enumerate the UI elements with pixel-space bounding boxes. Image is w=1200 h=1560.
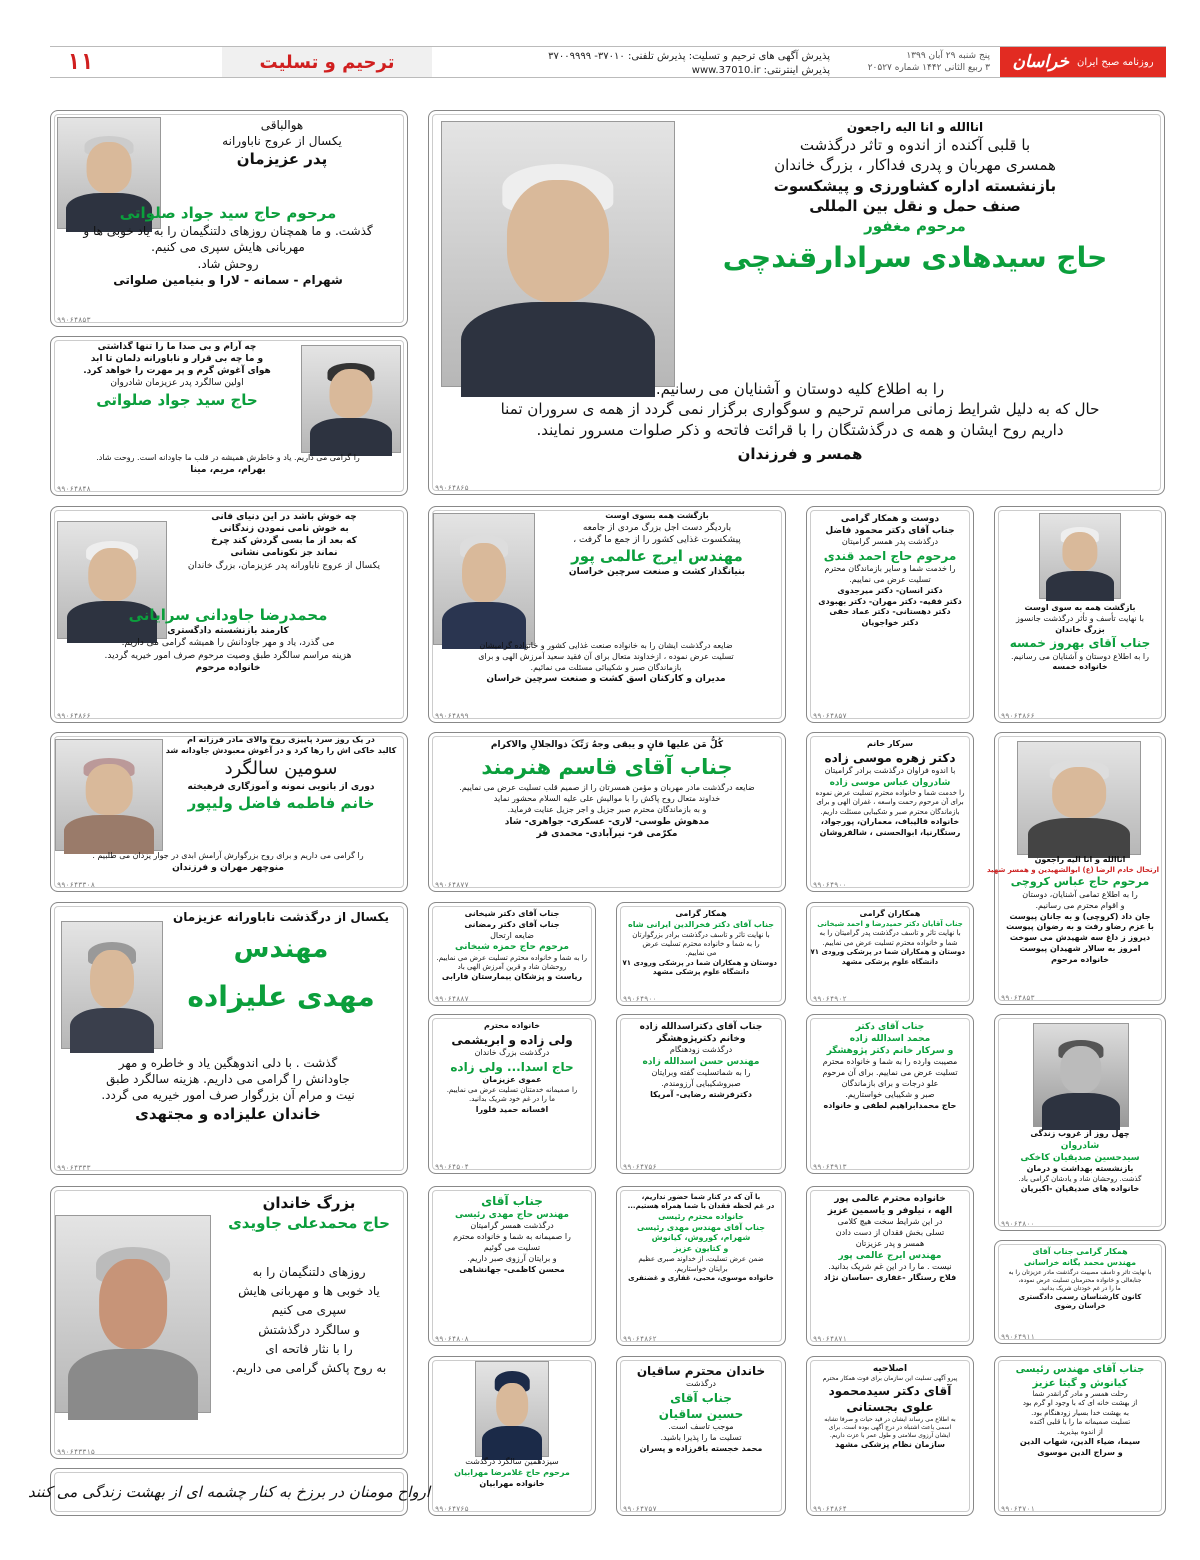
condolence-raisi-mousavi: با آن که در کنار شما حضور نداریم، در غم لحظه فقدان با شما همراه هستیم... خانواده محترم رئیسی جناب آقای مهندس مهدی رئیسی شهرام، کوروش، کیانوش و کتایون عزیز ضمن عرض تسلیت، از خداوند صبری عظیم برایتان خواستاریم. خانواده موسوی، محبی، غفاری و غضنفری ۹۹۰۶۴۸۶۲ bbox=[616, 1186, 786, 1346]
correction-bajestani: اصلاحیه پیرو آگهی تسلیت این سازمان برای فوت همکار محترم آقای دکتر سیدمحمود علوی بجستانی به اطلاع می رساند ایشان در قید حیات و صرفا تشابه اسمی باعث اشتباه در درج آگهی بوده است. برای ایشان آرزوی سلامتی و طول عمر با عزت داریم. سازمان نظام پزشکی مشهد ۹۹۰۶۴۸۶۴ bbox=[806, 1356, 974, 1516]
obituary-alamipour: بازگشت همه بسوی اوست باردیگر دست اجل بزرگ مردی از جامعه پیشکسوت غذایی کشور را از جمع ما گرفت ، مهندس ایرج عالمی پور بنیانگذار کشت و صنعت سرچین خراسان ضایعه درگذشت ایشان را به خانواده صنعت غذایی کشور و خانواده گرامیشان تسلیت عرض نموده ، ازخداوند متعال برای آن فقید سعید آمرزش الهی و برای بازماندگان صبر و شکیبائی مسئلت می نمائیم. مدیران و کارکنان اسق کشت و صنعت سرچین خراسان ۹۹۰۶۴۸۹۹ bbox=[428, 506, 786, 723]
condolence-khorasani: همکار گرامی جناب آقای مهندس محمد یگانه خراسانی با نهایت تاثر و تاسف مصیبت درگذشت مادر عزیزتان را به جنابعالی و خانواده محترمتان تسلیت عرض نموده، ما را در غم خودتان شریک بدانید. کانون کارشناسان رسمی دادگستری خراسان رضوی ۹۹۰۶۴۹۱۱ bbox=[994, 1240, 1166, 1344]
section-title: ترحیم و تسلیت bbox=[222, 47, 432, 77]
condolence-ghandi: دوست و همکار گرامی جناب آقای دکتر محمود فاضل درگذشت پدر همسر گرامیتان مرحوم حاج احمد قندی را خدمت شما و سایر بازماندگان محترم تسلیت عرض می نماییم. دکتر انسان- دکتر میرجدوی دکتر فقیه- دکتر مهران- دکتر بهبودی دکتر دهستانی- دکتر عماد حقی دکتر خواجویان ۹۹۰۶۴۸۵۷ bbox=[806, 506, 974, 723]
obituary-valipour: در یک روز سرد پاییزی روح والای مادر فرزانه ام کالبد خاکی اش را رها کرد و در آغوش معبودش جاودانه شد سومین سالگرد دوری از بانویی نمونه و آموزگاری فرهیخته خانم فاطمه فاضل ولیپور را گرامی می داریم و برای روح بزرگوارش آرامش ابدی در جوار یزدان می طلبیم . منوچهر مهران و فرزندان ۹۹۰۶۴۳۳۰۸ bbox=[50, 732, 408, 892]
portrait-photo bbox=[1017, 741, 1141, 855]
condolence-raisi-kazemi: جناب آقای مهندس حاج مهدی رئیسی درگذشت همسر گرامیتان را صمیمانه به شما و خانواده محترم تسلیت می گوئیم و برایتان آرزوی صبر داریم. محسن کاظمی- جهانشاهی ۹۹۰۶۴۸۰۸ bbox=[428, 1186, 596, 1346]
obituary-salavati-first-anniversary: چه آرام و بی صدا ما را تنها گذاشتی و ما چه بی قرار و ناباورانه دلمان تا ابد هوای آغوش گرم و پر مهرت را خواهد کرد. اولین سالگرد پدر عزیزمان شادروان حاج سید جواد صلواتی را گرامی می داریم. یاد و خاطرش همیشه در قلب ما جاودانه است. روحت شاد. بهرام، مریم، مینا ۹۹۰۶۴۸۴۸ bbox=[50, 336, 408, 496]
issue-date: پنج شنبه ۲۹ آبان ۱۳۹۹ ۳ ربیع الثانی ۱۴۴۲ شماره ۲۰۵۲۷ bbox=[867, 51, 990, 74]
obituary-javdani: چه خوش باشد در این دنیای فانی به خوش نامی نمودن زندگانی که بعد از ما بسی گردش کند چرخ نماند جز نکونامی نشانی یکسال از عروج ناباورانه پدر عزیزمان، بزرگ خاندان محمدرضا جاودانی سرایانی کارمند بازنشسته دادگستری می گذرد، یاد و مهر جاودانش را همیشه گرامی می داریم. هزینه مراسم سالگرد طبق وصیت مرحوم صرف امور خیریه گردید. خانواده مرحوم ۹۹۰۶۴۸۶۶ bbox=[50, 506, 408, 723]
condolence-saghian: خاندان محترم ساقیان درگذشت جناب آقای حسین ساقیان موجب تاسف است. تسلیت ما را پذیرا باشید. محمد خجسته باقرزاده و پسران ۹۹۰۶۴۷۵۷ bbox=[616, 1356, 786, 1516]
condolence-asadollahzadeh: جناب آقای دکتراسدالله زاده وخانم دکترپژوهشگر درگذشت زودهنگام مهندس حسن اسدالله زاده را به شماتسلیت گفته وبرایتان صبروشکیبایی آرزومندم. دکترفرشته رضایی- آمریکا ۹۹۰۶۴۷۵۶ bbox=[616, 1014, 786, 1174]
condolence-raisi-mousavi-brothers: جناب آقای مهندس رئیسی کیانوش و گیتا عزیز رحلت همسر و مادر گرانقدر شما از بهشت خانه ای که با وجود او گرم بود به بهشت خدا بسیار زودهنگام بود. تسلیت صمیمانه ما را با قلبی آکنده از اندوه بپذیرید. سیما، ضیاء الدین، شهاب الدین و سراج الدین موسوی ۹۹۰۶۴۷۰۱ bbox=[994, 1356, 1166, 1516]
condolence-mousavi-zadeh: سرکار خانم دکتر زهره موسی زاده با اندوه فراوان درگذشت برادر گرامیتان شادروان عباس موسی زاده را خدمت شما و خانواده محترم تسلیت عرض نموده برای آن مرحوم رحمت واسعه ، غفران الهی و برای بازماندگان محترم صبر و شکیبایی مسئلت داریم. خانواده قالیباف، معماران، پورجواد، رستگارنیا، ابوالحسنی ، شالفروشان ۹۹۰۶۴۹۰۰ bbox=[806, 732, 974, 892]
newspaper-brand bbox=[1000, 47, 1166, 77]
obituary-khamseh: بازگشت همه به سوی اوست با نهایت تأسف و تأثر درگذشت جانسوز بزرگ خاندان جناب آقای بهروز خمسه را به اطلاع دوستان و آشنایان می رسانیم. خانواده خمسه ۹۹۰۶۴۸۶۶ bbox=[994, 506, 1166, 723]
condolence-shikhani-farabi: جناب آقای دکتر شیخانی جناب آقای دکتر رمضانی ضایعه ارتحال مرحوم حاج حمزه شیخانی را به شما و خانواده محترم تسلیت عرض می نماییم. روحشان شاد و قرین آمرزش الهی باد ریاست و پزشکان بیمارستان فارابی ۹۹۰۶۴۸۸۷ bbox=[428, 902, 596, 1006]
condolence-sheykhani-brothers: همکاران گرامی جناب آقایان دکتر حمیدرضا و احمد شیخانی با نهایت تاثر و تاسف درگذشت پدر گرامیتان را به شما و خانواده محترم تسلیت عرض می نماییم. دوستان و همکاران شما در پزشکی ورودی ۷۱ دانشگاه علوم پزشکی مشهد ۹۹۰۶۴۹۰۲ bbox=[806, 902, 974, 1006]
portrait-photo bbox=[301, 345, 401, 453]
portrait-photo bbox=[1039, 513, 1121, 599]
portrait-photo bbox=[441, 121, 675, 387]
portrait-photo bbox=[433, 513, 535, 645]
page-number: ۱۱ bbox=[66, 49, 94, 75]
portrait-photo bbox=[61, 921, 163, 1049]
condolence-valizadeh: خانواده محترم ولی زاده و ابریشمی درگذشت بزرگ خاندان حاج اسدا... ولی زاده عموی عزیزمان را صمیمانه خدمتتان تسلیت عرض می نماییم. ما را در غم خود شریک بدانید. افسانه حمید فلورا ۹۹۰۶۴۵۰۴ bbox=[428, 1014, 596, 1174]
portrait-photo bbox=[475, 1361, 549, 1457]
brand-logo: خراسان bbox=[1012, 52, 1069, 72]
footer-verse: ارواح مومنان در برزخ به کنار چشمه ای از بهشت زندگی می کنند bbox=[27, 1482, 431, 1501]
portrait-photo bbox=[1033, 1023, 1129, 1127]
obituary-alizadeh: یکسال از درگذشت ناباورانه عزیزمان مهندس مهدی علیزاده گذشت . با دلی اندوهگین یاد و خاطره و مهر جاودانش را گرامی می داریم. هزینه سالگرد طبق نیت و مرام آن بزرگوار صرف امور خیریه می گردد. خاندان علیزاده و مجتهدی ۹۹۰۶۴۳۳۳ bbox=[50, 902, 408, 1175]
brand-subtitle: روزنامه صبح ایران bbox=[1076, 56, 1154, 68]
page-header bbox=[50, 46, 1166, 78]
condolence-honarmand: کُلُّ مَن علیها فانٍ و یبقی وجهُ رَبِّکَ ذوالجلالِ والاکرام جناب آقای قاسم هنرمند ضایعه درگذشت مادر مهربان و مؤمن همسرتان را از صمیم قلب تسلیت عرض می نماییم. خداوند متعال روح پاکش را با موالیش علی علیه السلام محشور نماید و به بازماندگان محترم صبر جزیل و اجر جزیل عنایت فرماید. مدهوش طوسی- لاری- عسکری- جواهری- شاد مکرّمی فر- نیرآبادی- محمدی فر ۹۹۰۶۴۸۷۷ bbox=[428, 732, 786, 892]
obituary-salavati-anniversary: هوالباقی یکسال از عروج ناباورانه پدر عزیزمان مرحوم حاج سید جواد صلواتی گذشت. و ما همچنان روزهای دلتنگیمان را به یاد خوبی ها و مهربانی هایش سپری می کنیم. روحش شاد. شهرام - سمانه - لارا و بنیامین صلواتی ۹۹۰۶۴۸۵۳ bbox=[50, 110, 408, 327]
footer-verse-box bbox=[27, 1468, 431, 1516]
condolence-lotfi: جناب آقای دکتر محمد اسدالله زاده و سرکار خانم دکتر پژوهشگر مصیبت وارده را به شما و خانواده محترم تسلیت عرض می نماییم. برای آن مرحوم علو درجات و برای بازماندگان صبر و شکیبایی خواستاریم. حاج محمدابراهیم لطفی و خانواده ۹۹۰۶۴۹۱۳ bbox=[806, 1014, 974, 1174]
condolence-alamipour-family: خانواده محترم عالمی پور الهه ، نیلوفر و یاسمین عزیز در این شرایط سخت هیچ کلامی تسلی بخش فقدان از دست دادن همسر و پدر عزیزتان مهندس ایرج عالمی پور نیست . ما را در این غم شریک بدانید. فلاح رستگار -غفاری -ساسان نژاد ۹۹۰۶۴۸۷۱ bbox=[806, 1186, 974, 1346]
obituary-sardar-ghandchi: اناالله و انا الیه راجعون با قلبی آکنده از اندوه و تاثر درگذشت همسری مهربان و پدری فداکار ، بزرگ خاندان بازنشسته اداره کشاورزی و پیشکسوت صنف حمل و نقل بین المللی مرحوم مغفور حاج سیدهادی سرادارقندچی را به اطلاع کلیه دوستان و آشنایان می رسانیم. حال که به دلیل شرایط زمانی مراسم ترحیم و سوگواری برگزار نمی گردد از همه ی سروران تمنا داریم روح ایشان و همه ی درگذشتگان را با قرائت فاتحه و ذکر صلوات مسرور نمایند. همسر و فرزندان ۹۹۰۶۴۸۶۵ bbox=[428, 110, 1165, 495]
obituary-karouchi: اناالله و انا الیه راجعون ارتحال خادم الرضا (ع) ابوالشهیدین و همسر شهید مرحوم حاج عباس کروچی را به اطلاع تمامی آشنایان، دوستان و اقوام محترم می رسانیم. جان داد (کروچی) و به جانان پیوست با عزم رضاو رفت و به رضوان پیوست دیروز ز داغ سه شهیدش می سوخت امروز به سالار شهیدان پیوست خانواده مرحوم ۹۹۰۶۴۸۵۳ bbox=[994, 732, 1166, 1005]
portrait-photo bbox=[55, 739, 163, 851]
condolence-irani-shah: همکار گرامی جناب آقای دکتر فخرالدین ایرانی شاه با نهایت تاثر و تاسف درگذشت برادر بزرگوارتان را به شما و خانواده محترم تسلیت عرض می نماییم. دوستان و همکاران شما در پزشکی ورودی ۷۱ دانشگاه علوم پزشکی مشهد ۹۹۰۶۴۹۰۰ bbox=[616, 902, 786, 1006]
portrait-photo bbox=[55, 1215, 211, 1413]
obituary-kakhki: چهل روز از غروب زندگی شادروان سیدحسین صدیقیان کاخکی بازنشسته بهداشت و درمان گذشت. روحشان شاد و یادشان گرامی باد. خانواده های صدیقیان -اکبریان ۹۹۰۶۴۸۰۰ bbox=[994, 1014, 1166, 1231]
obituary-mehrabian: سیزدهمین سالگرد درگذشت مرحوم حاج غلامرضا مهرابیان خانواده مهرابیان ۹۹۰۶۴۷۶۵ bbox=[428, 1356, 596, 1516]
obituary-javidi: بزرگ خاندان حاج محمدعلی جاویدی روزهای دلتنگیمان را به یاد خوبی ها و مهربانی هایش سپری می کنیم و سالگرد درگذشتش را با نثار فاتحه ای به روح پاکش گرامی می داریم. ۹۹۰۶۴۳۳۱۵ bbox=[50, 1186, 408, 1459]
ad-reception-info: پذیرش آگهی های ترحیم و تسلیت: پذیرش تلفنی: ۳۷۰۱۰- ۳۷۰۰۹۹۹۹ پذیرش اینترنتی: www.37010.ir bbox=[548, 51, 830, 76]
